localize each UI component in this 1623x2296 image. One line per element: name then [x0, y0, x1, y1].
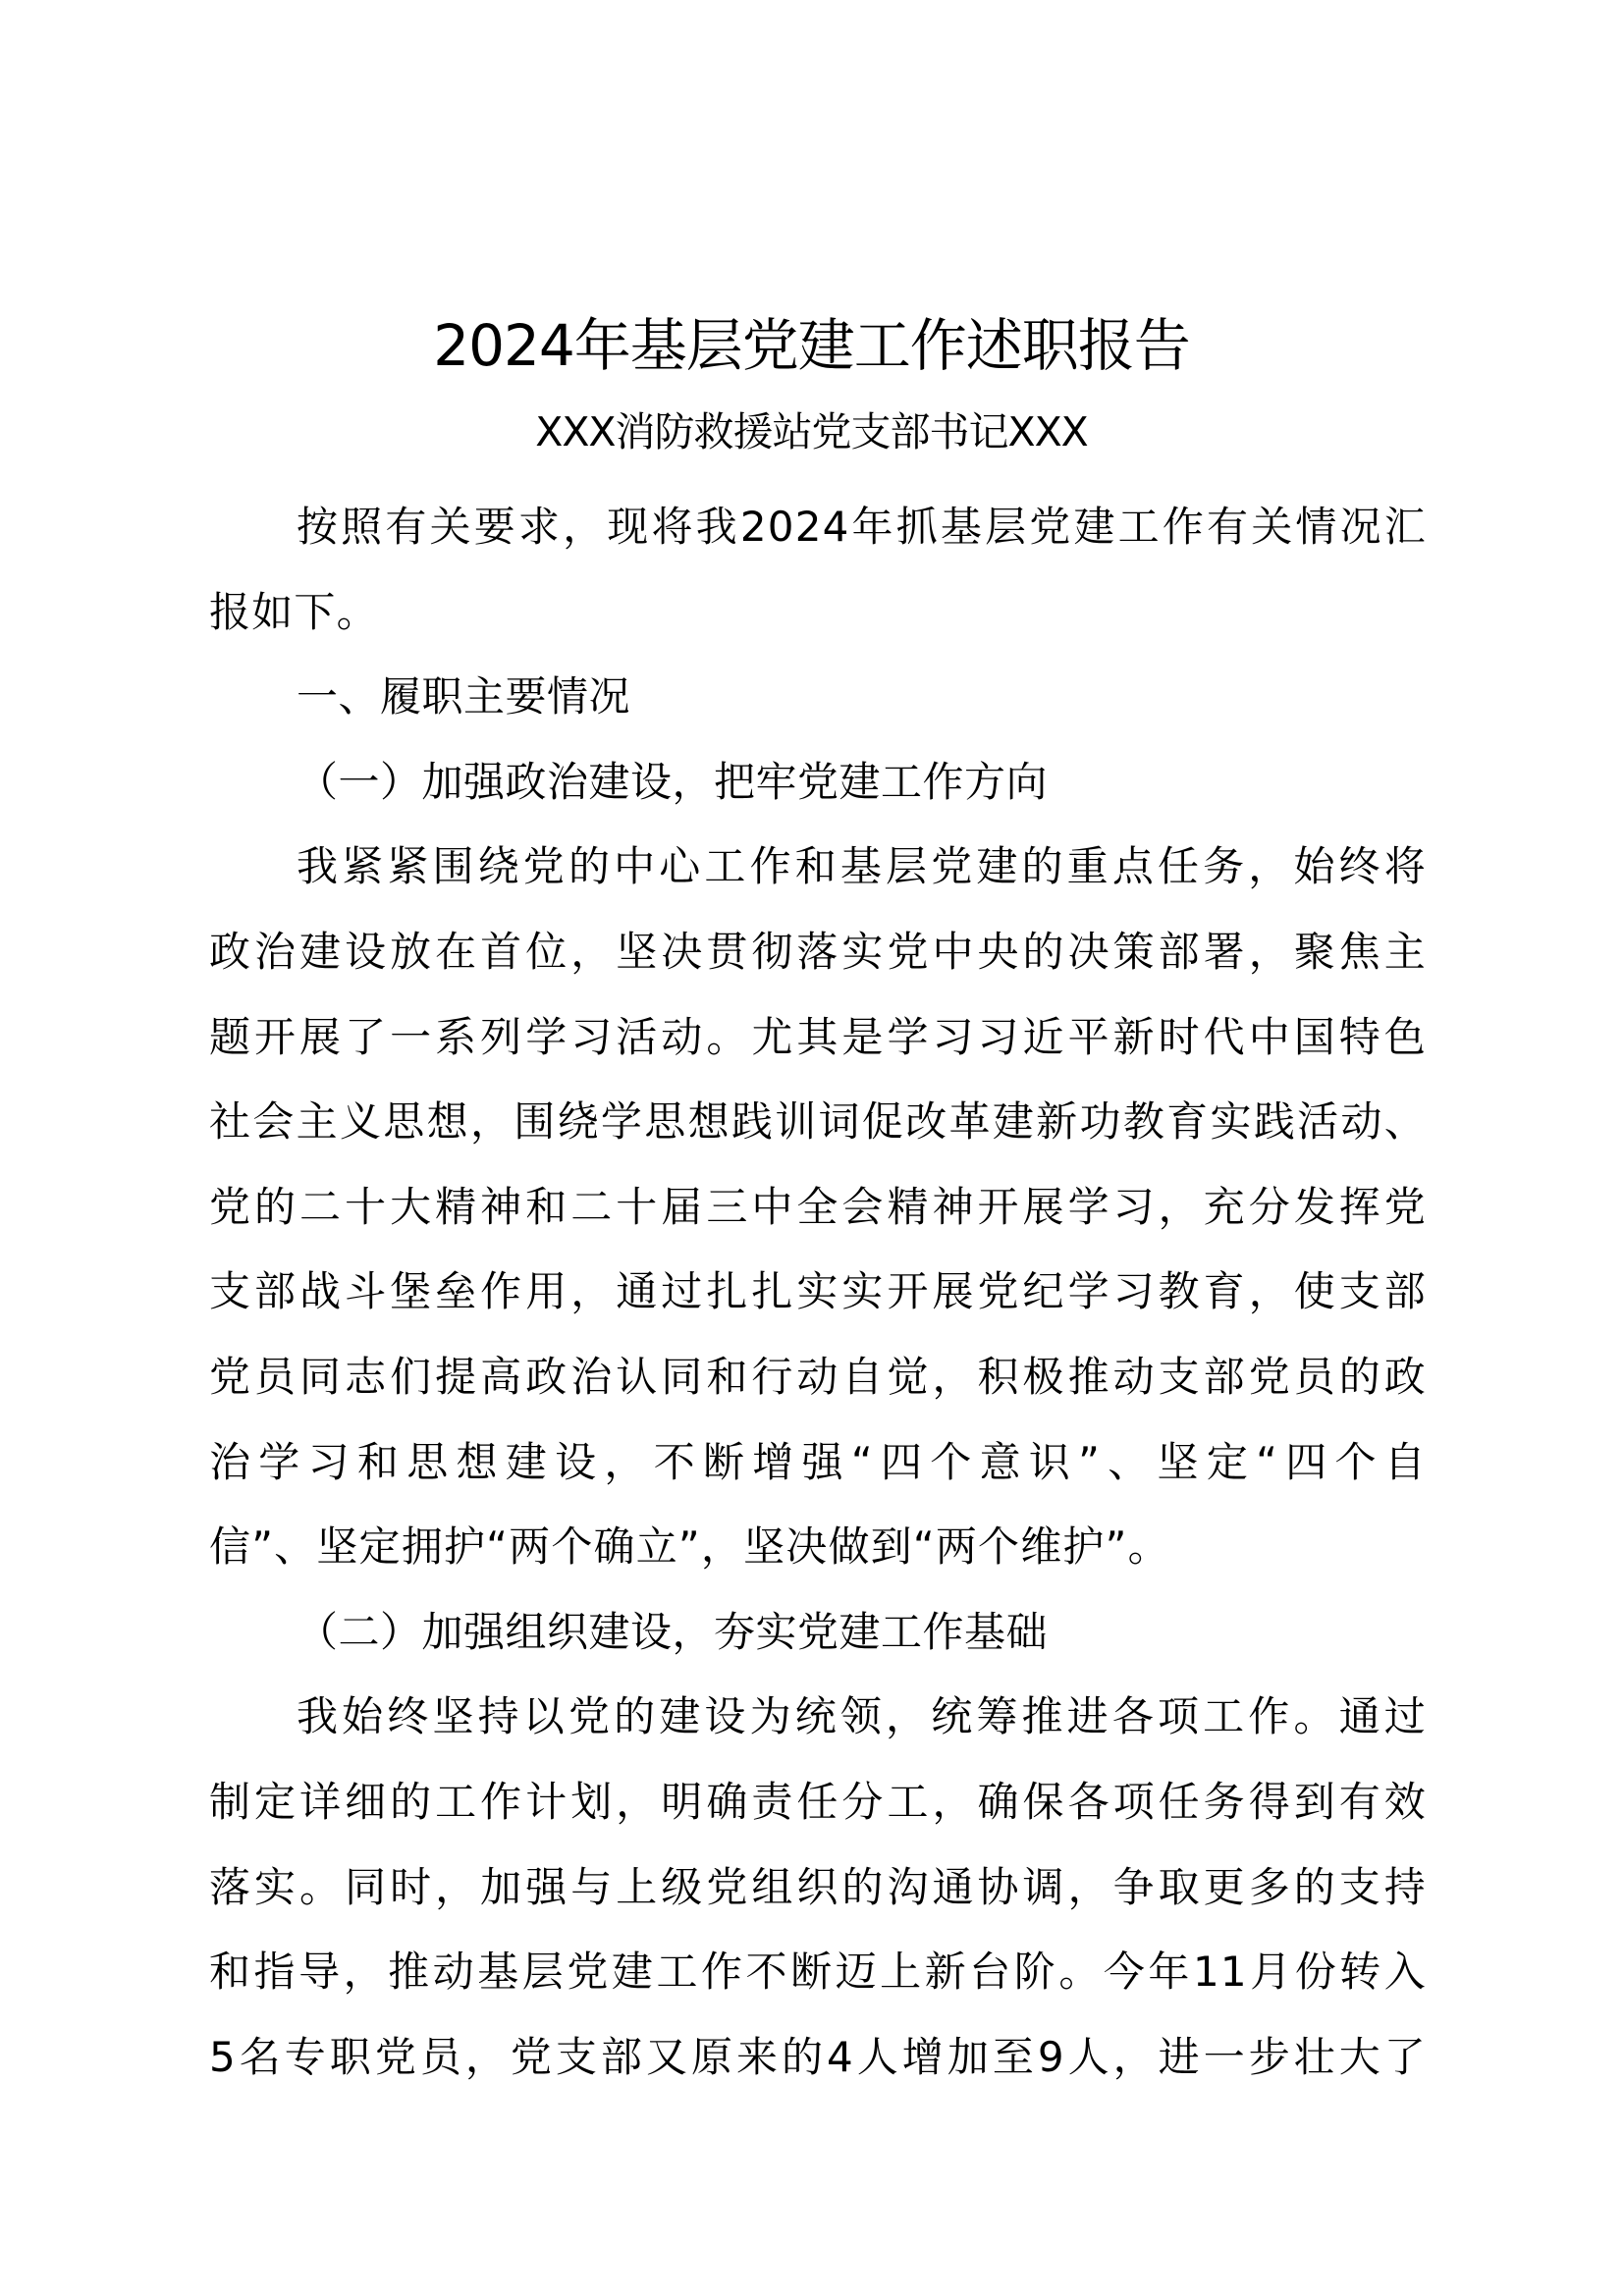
paragraph-intro-line: 报如下。: [209, 587, 379, 636]
paragraph-line: 落实。同时，加强与上级党组织的沟通协调，争取更多的支持: [209, 1862, 1427, 1911]
paragraph-line: 我始终坚持以党的建设为统领，统筹推进各项工作。通过: [297, 1692, 1427, 1741]
paragraph-line: 信”、坚定拥护“两个确立”，坚决做到“两个维护”。: [209, 1522, 1170, 1572]
paragraph-intro-line: 按照有关要求，现将我2024年抓基层党建工作有关情况汇: [297, 503, 1427, 551]
subsection-heading-1: （一）加强政治建设，把牢党建工作方向: [297, 757, 1049, 806]
paragraph-line: 题开展了一系列学习活动。尤其是学习习近平新时代中国特色: [209, 1012, 1427, 1061]
section-heading-1: 一、履职主要情况: [297, 672, 631, 721]
paragraph-line: 党的二十大精神和二十届三中全会精神开展学习，充分发挥党: [209, 1182, 1427, 1231]
document-title: 2024年基层党建工作述职报告: [433, 312, 1190, 379]
paragraph-line: 5名专职党员，党支部又原来的4人增加至9人，进一步壮大了: [209, 2032, 1427, 2081]
paragraph-line: 社会主义思想，围绕学思想践训词促改革建新功教育实践活动、: [209, 1097, 1427, 1147]
subsection-heading-2: （二）加强组织建设，夯实党建工作基础: [297, 1607, 1049, 1656]
paragraph-line: 支部战斗堡垒作用，通过扎扎实实开展党纪学习教育，使支部: [209, 1267, 1427, 1316]
paragraph-line: 治学习和思想建设，不断增强“四个意识”、坚定“四个自: [209, 1437, 1427, 1486]
paragraph-line: 政治建设放在首位，坚决贯彻落实党中央的决策部署，聚焦主: [209, 927, 1427, 976]
paragraph-line: 我紧紧围绕党的中心工作和基层党建的重点任务，始终将: [297, 842, 1427, 891]
paragraph-line: 制定详细的工作计划，明确责任分工，确保各项任务得到有效: [209, 1777, 1427, 1826]
document-body: [209, 485, 1427, 2100]
document-subtitle: XXX消防救援站党支部书记XXX: [535, 408, 1088, 455]
paragraph-line: 党员同志们提高政治认同和行动自觉，积极推动支部党员的政: [209, 1352, 1427, 1401]
paragraph-line: 和指导，推动基层党建工作不断迈上新台阶。今年11月份转入: [209, 1948, 1427, 1997]
